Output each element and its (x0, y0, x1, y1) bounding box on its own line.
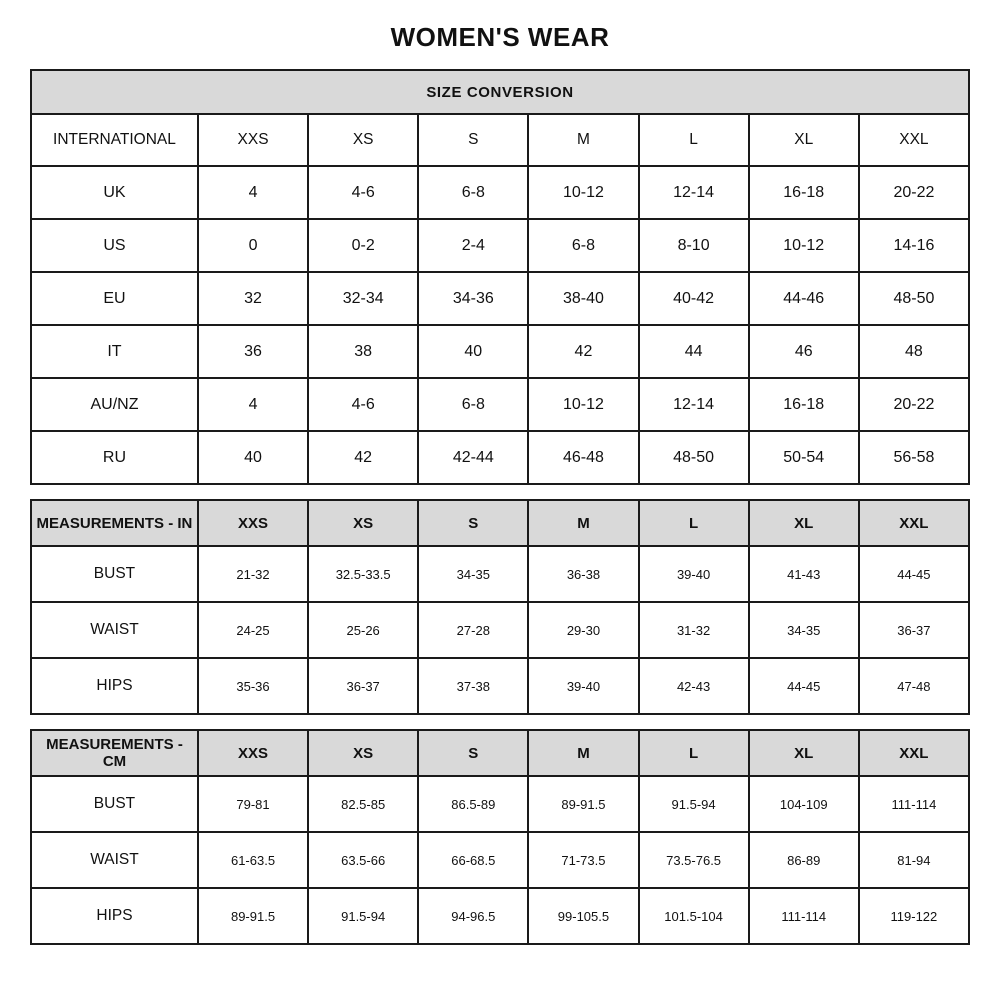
value-cell: 46 (749, 325, 859, 378)
value-cell: 25-26 (308, 602, 418, 658)
value-cell: 38-40 (528, 272, 638, 325)
value-cell: 42-43 (639, 658, 749, 714)
value-cell: 16-18 (749, 166, 859, 219)
value-cell: 111-114 (749, 888, 859, 944)
table-row (31, 658, 969, 714)
table-row (31, 888, 969, 944)
row-label: US (31, 219, 198, 272)
size-header: XXL (859, 114, 969, 166)
value-cell: 39-40 (528, 658, 638, 714)
page-title: WOMEN'S WEAR (390, 22, 610, 52)
value-cell: 94-96.5 (418, 888, 528, 944)
value-cell: 4 (198, 378, 308, 431)
value-cell: 86.5-89 (418, 776, 528, 832)
table-row (31, 546, 969, 602)
header-label: MEASUREMENTS - IN (31, 500, 198, 546)
value-cell: 10-12 (749, 219, 859, 272)
value-cell: 111-114 (859, 776, 969, 832)
value-cell: 36-38 (528, 546, 638, 602)
value-cell: 32 (198, 272, 308, 325)
table-header-row (31, 500, 969, 546)
row-label: EU (31, 272, 198, 325)
size-header: M (528, 500, 638, 546)
table-row (31, 776, 969, 832)
value-cell: 36-37 (308, 658, 418, 714)
size-conversion-table (30, 69, 970, 485)
value-cell: 46-48 (528, 431, 638, 484)
row-label: BUST (31, 546, 198, 602)
table-row (31, 378, 969, 431)
value-cell: 29-30 (528, 602, 638, 658)
value-cell: 41-43 (749, 546, 859, 602)
value-cell: 4-6 (308, 378, 418, 431)
value-cell: 99-105.5 (528, 888, 638, 944)
value-cell: 91.5-94 (308, 888, 418, 944)
value-cell: 71-73.5 (528, 832, 638, 888)
row-label: AU/NZ (31, 378, 198, 431)
row-label: HIPS (31, 888, 198, 944)
table-row (31, 219, 969, 272)
value-cell: 32.5-33.5 (308, 546, 418, 602)
value-cell: 47-48 (859, 658, 969, 714)
row-label: WAIST (31, 832, 198, 888)
size-header: XL (749, 730, 859, 776)
value-cell: 0 (198, 219, 308, 272)
value-cell: 12-14 (639, 378, 749, 431)
measurements-cm-table (30, 729, 970, 945)
value-cell: 6-8 (418, 166, 528, 219)
value-cell: 2-4 (418, 219, 528, 272)
value-cell: 14-16 (859, 219, 969, 272)
value-cell: 4-6 (308, 166, 418, 219)
value-cell: 56-58 (859, 431, 969, 484)
value-cell: 8-10 (639, 219, 749, 272)
value-cell: 4 (198, 166, 308, 219)
value-cell: 40 (198, 431, 308, 484)
value-cell: 37-38 (418, 658, 528, 714)
value-cell: 48 (859, 325, 969, 378)
value-cell: 10-12 (528, 166, 638, 219)
header-label: MEASUREMENTS - CM (31, 730, 198, 776)
table-header-row (31, 730, 969, 776)
value-cell: 86-89 (749, 832, 859, 888)
value-cell: 48-50 (639, 431, 749, 484)
value-cell: 36 (198, 325, 308, 378)
value-cell: 24-25 (198, 602, 308, 658)
size-header: L (639, 114, 749, 166)
table-row (31, 166, 969, 219)
table-title: SIZE CONVERSION (31, 70, 969, 114)
size-header: XXL (859, 500, 969, 546)
value-cell: 89-91.5 (528, 776, 638, 832)
value-cell: 104-109 (749, 776, 859, 832)
size-header: XS (308, 730, 418, 776)
size-header: XL (749, 114, 859, 166)
value-cell: 44-46 (749, 272, 859, 325)
table-title-row (31, 70, 969, 114)
size-header: XL (749, 500, 859, 546)
table-row (31, 272, 969, 325)
value-cell: 10-12 (528, 378, 638, 431)
value-cell: 48-50 (859, 272, 969, 325)
value-cell: 42-44 (418, 431, 528, 484)
size-header: S (418, 114, 528, 166)
size-header: XXL (859, 730, 969, 776)
value-cell: 50-54 (749, 431, 859, 484)
value-cell: 31-32 (639, 602, 749, 658)
value-cell: 40-42 (639, 272, 749, 325)
value-cell: 40 (418, 325, 528, 378)
size-header: L (639, 730, 749, 776)
value-cell: 61-63.5 (198, 832, 308, 888)
row-label: BUST (31, 776, 198, 832)
row-label: HIPS (31, 658, 198, 714)
value-cell: 101.5-104 (639, 888, 749, 944)
header-label: INTERNATIONAL (31, 114, 198, 166)
value-cell: 39-40 (639, 546, 749, 602)
value-cell: 119-122 (859, 888, 969, 944)
value-cell: 32-34 (308, 272, 418, 325)
value-cell: 38 (308, 325, 418, 378)
value-cell: 34-36 (418, 272, 528, 325)
value-cell: 89-91.5 (198, 888, 308, 944)
measurements-in-table (30, 499, 970, 715)
value-cell: 79-81 (198, 776, 308, 832)
size-header: XXS (198, 730, 308, 776)
table-row (31, 602, 969, 658)
row-label: RU (31, 431, 198, 484)
value-cell: 44-45 (749, 658, 859, 714)
value-cell: 0-2 (308, 219, 418, 272)
value-cell: 82.5-85 (308, 776, 418, 832)
table-row (31, 431, 969, 484)
size-header: S (418, 730, 528, 776)
size-header: S (418, 500, 528, 546)
value-cell: 20-22 (859, 166, 969, 219)
row-label: WAIST (31, 602, 198, 658)
value-cell: 35-36 (198, 658, 308, 714)
value-cell: 6-8 (418, 378, 528, 431)
value-cell: 73.5-76.5 (639, 832, 749, 888)
size-header: XXS (198, 114, 308, 166)
value-cell: 27-28 (418, 602, 528, 658)
table-header-row (31, 114, 969, 166)
value-cell: 36-37 (859, 602, 969, 658)
value-cell: 12-14 (639, 166, 749, 219)
value-cell: 34-35 (418, 546, 528, 602)
value-cell: 20-22 (859, 378, 969, 431)
size-header: XS (308, 500, 418, 546)
value-cell: 66-68.5 (418, 832, 528, 888)
size-header: XS (308, 114, 418, 166)
value-cell: 44 (639, 325, 749, 378)
value-cell: 81-94 (859, 832, 969, 888)
table-row (31, 832, 969, 888)
value-cell: 6-8 (528, 219, 638, 272)
row-label: UK (31, 166, 198, 219)
value-cell: 42 (528, 325, 638, 378)
size-header: M (528, 114, 638, 166)
value-cell: 42 (308, 431, 418, 484)
value-cell: 63.5-66 (308, 832, 418, 888)
size-header: M (528, 730, 638, 776)
size-header: L (639, 500, 749, 546)
value-cell: 16-18 (749, 378, 859, 431)
size-header: XXS (198, 500, 308, 546)
value-cell: 44-45 (859, 546, 969, 602)
value-cell: 21-32 (198, 546, 308, 602)
value-cell: 91.5-94 (639, 776, 749, 832)
row-label: IT (31, 325, 198, 378)
value-cell: 34-35 (749, 602, 859, 658)
table-row (31, 325, 969, 378)
